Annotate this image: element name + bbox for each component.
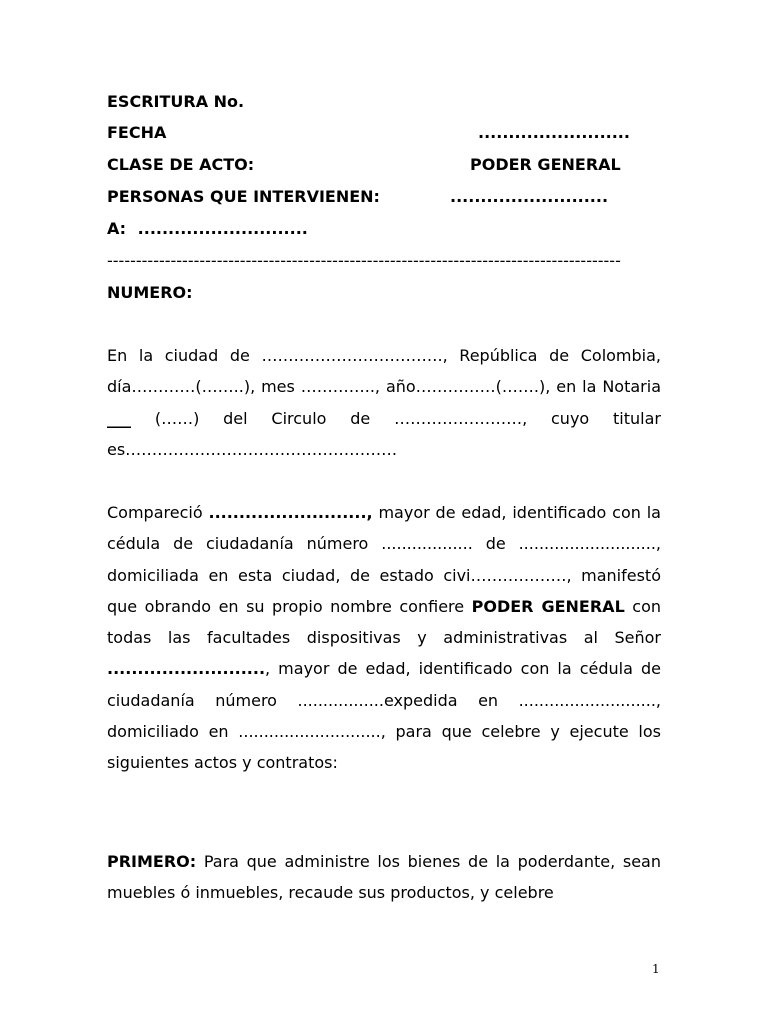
primero-text: Para que administre los bienes de la poderdante, sean muebles ó inmuebles, recaude sus productos, y celebre <box>107 852 661 903</box>
a-label: A: <box>107 219 127 238</box>
page-number: 1 <box>652 962 660 976</box>
escritura-label: ESCRITURA No. <box>107 92 245 111</box>
comparecio-text-4: , mayor de edad, identificado con la cédula de ciudadanía número .................expedida en ..........................., domiciliado en ............................, para que celebre y ejecute los siguientes actos y contratos: <box>107 659 661 773</box>
intro-text-1: En la ciudad de ……………………………., República de Colombia, día…………(……..), mes ………….., año……………(…….), en la Notaria <box>107 346 661 397</box>
personas-value: .......................... <box>450 187 609 206</box>
senor-name: .......................... <box>107 659 266 679</box>
separator-line: ----------------------------------------------------------------------------------------- <box>107 251 621 270</box>
clase-de-acto-value: PODER GENERAL <box>470 155 621 174</box>
personas-label: PERSONAS QUE INTERVIENEN: <box>107 187 380 206</box>
notaria-blank: ___ <box>107 408 131 428</box>
clase-de-acto-label: CLASE DE ACTO: <box>107 155 255 174</box>
paragraph-comparecio <box>107 497 661 779</box>
comparecio-text-2: mayor de edad, identificado con la cédula de ciudadanía número .................. de ..........................., domiciliada en esta ciudad, de estado civi………………, manifestó que obrando en su propio nombre confiere <box>107 503 661 616</box>
poder-general-term: PODER GENERAL <box>471 596 625 616</box>
comparecio-text-1: Compareció <box>107 503 209 522</box>
a-line <box>107 219 308 239</box>
primero-label: PRIMERO: <box>107 852 197 871</box>
fecha-value: ......................... <box>478 123 630 142</box>
fecha-label: FECHA <box>107 123 167 142</box>
intro-text-2: (……) del Circulo de ……………………, cuyo titular es…………………………………………… <box>107 408 661 459</box>
a-value: ............................ <box>137 219 308 238</box>
comparecio-text-3: con todas las facultades dispositivas y administrativas al Señor <box>107 596 662 648</box>
numero-label: NUMERO: <box>107 283 193 302</box>
comparecio-name: .........................., <box>208 503 373 522</box>
paragraph-intro <box>107 340 661 465</box>
paragraph-primero <box>107 846 661 909</box>
